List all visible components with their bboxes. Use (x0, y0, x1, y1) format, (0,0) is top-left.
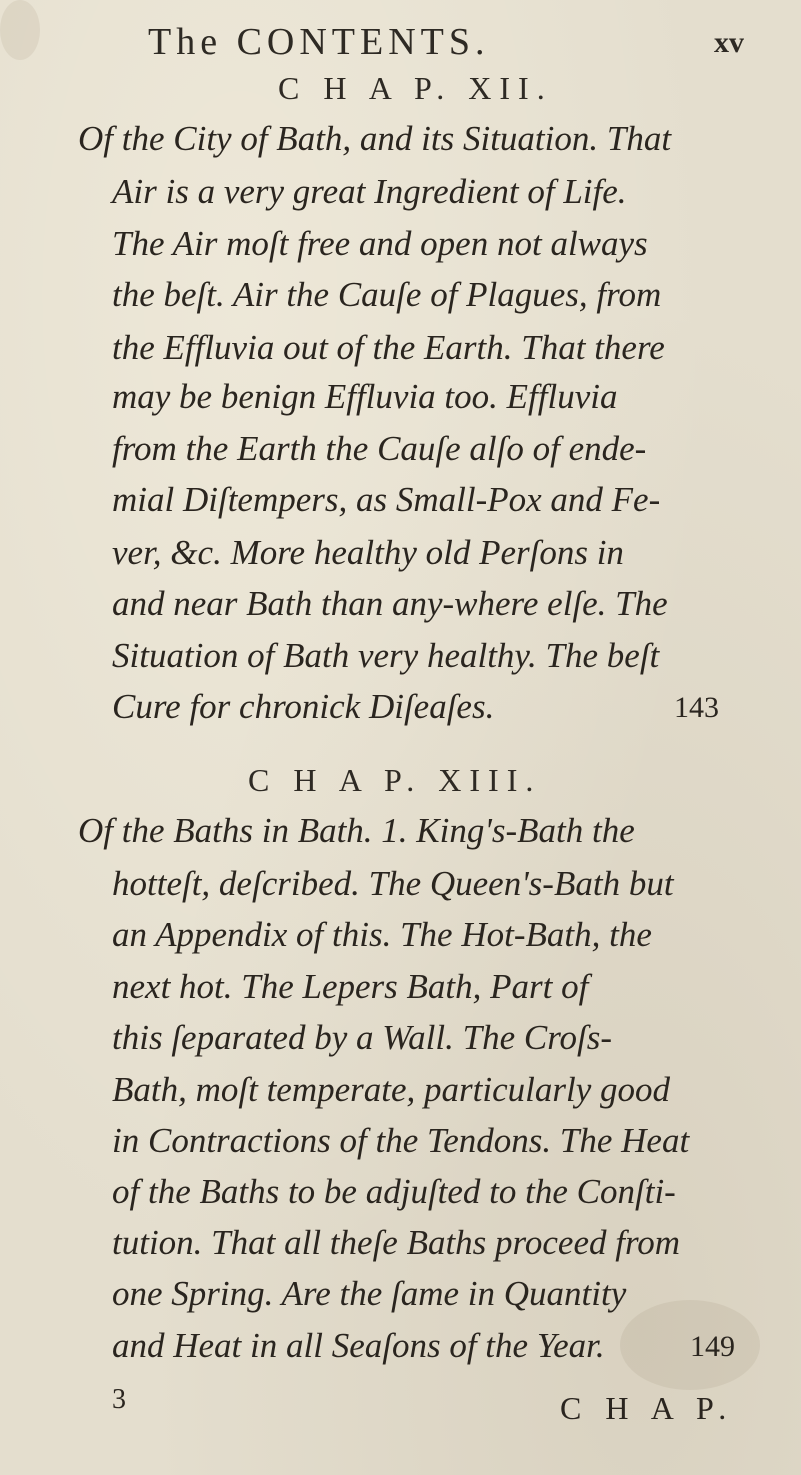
catchword: C H A P. (560, 1390, 735, 1426)
contents-line: The Air moſt free and open not always (112, 224, 648, 263)
contents-line: the Effluvia out of the Earth. That there (112, 328, 665, 367)
contents-line: next hot. The Lepers Bath, Part of (112, 967, 589, 1006)
contents-line: Situation of Bath very healthy. The beſt (112, 636, 660, 675)
chapter-heading: C H A P. XII. (278, 70, 553, 106)
contents-line: Of the City of Bath, and its Situation. That (78, 119, 672, 158)
contents-line: Bath, moſt temperate, particularly good (112, 1070, 670, 1109)
contents-line: Cure for chronick Diſeaſes. (112, 687, 495, 726)
contents-line: Air is a very great Ingredient of Life. (112, 172, 627, 211)
contents-line: ver, &c. More healthy old Perſons in (112, 533, 624, 572)
contents-line: tution. That all theſe Baths proceed from (112, 1223, 681, 1262)
running-head (0, 12, 801, 62)
running-title: The CONTENTS. (148, 21, 490, 63)
contents-line: in Contractions of the Tendons. The Heat (112, 1121, 690, 1160)
page-reference: 143 (674, 691, 719, 724)
contents-line: from the Earth the Cauſe alſo of ende- (112, 429, 647, 468)
contents-line: an Appendix of this. The Hot-Bath, the (112, 915, 652, 954)
contents-line: Of the Baths in Bath. 1. King's-Bath the (78, 811, 635, 850)
page-reference: 149 (690, 1330, 735, 1363)
signature-mark: 3 (112, 1384, 126, 1415)
contents-line: may be benign Effluvia too. Effluvia (112, 377, 618, 416)
page-number: xv (714, 26, 744, 59)
contents-line: and Heat in all Seaſons of the Year. (112, 1326, 605, 1365)
contents-line: hotteſt, deſcribed. The Queen's-Bath but (112, 864, 674, 903)
contents-line: and near Bath than any-where elſe. The (112, 584, 668, 623)
contents-line: the beſt. Air the Cauſe of Plagues, from (112, 275, 662, 314)
contents-line: of the Baths to be adjuſted to the Conſti- (112, 1172, 676, 1211)
contents-line: mial Diſtempers, as Small-Pox and Fe- (112, 480, 661, 519)
contents-line: this ſeparated by a Wall. The Croſs- (112, 1018, 613, 1057)
chapter-heading: C H A P. XIII. (248, 762, 542, 798)
contents-line: one Spring. Are the ſame in Quantity (112, 1274, 627, 1313)
